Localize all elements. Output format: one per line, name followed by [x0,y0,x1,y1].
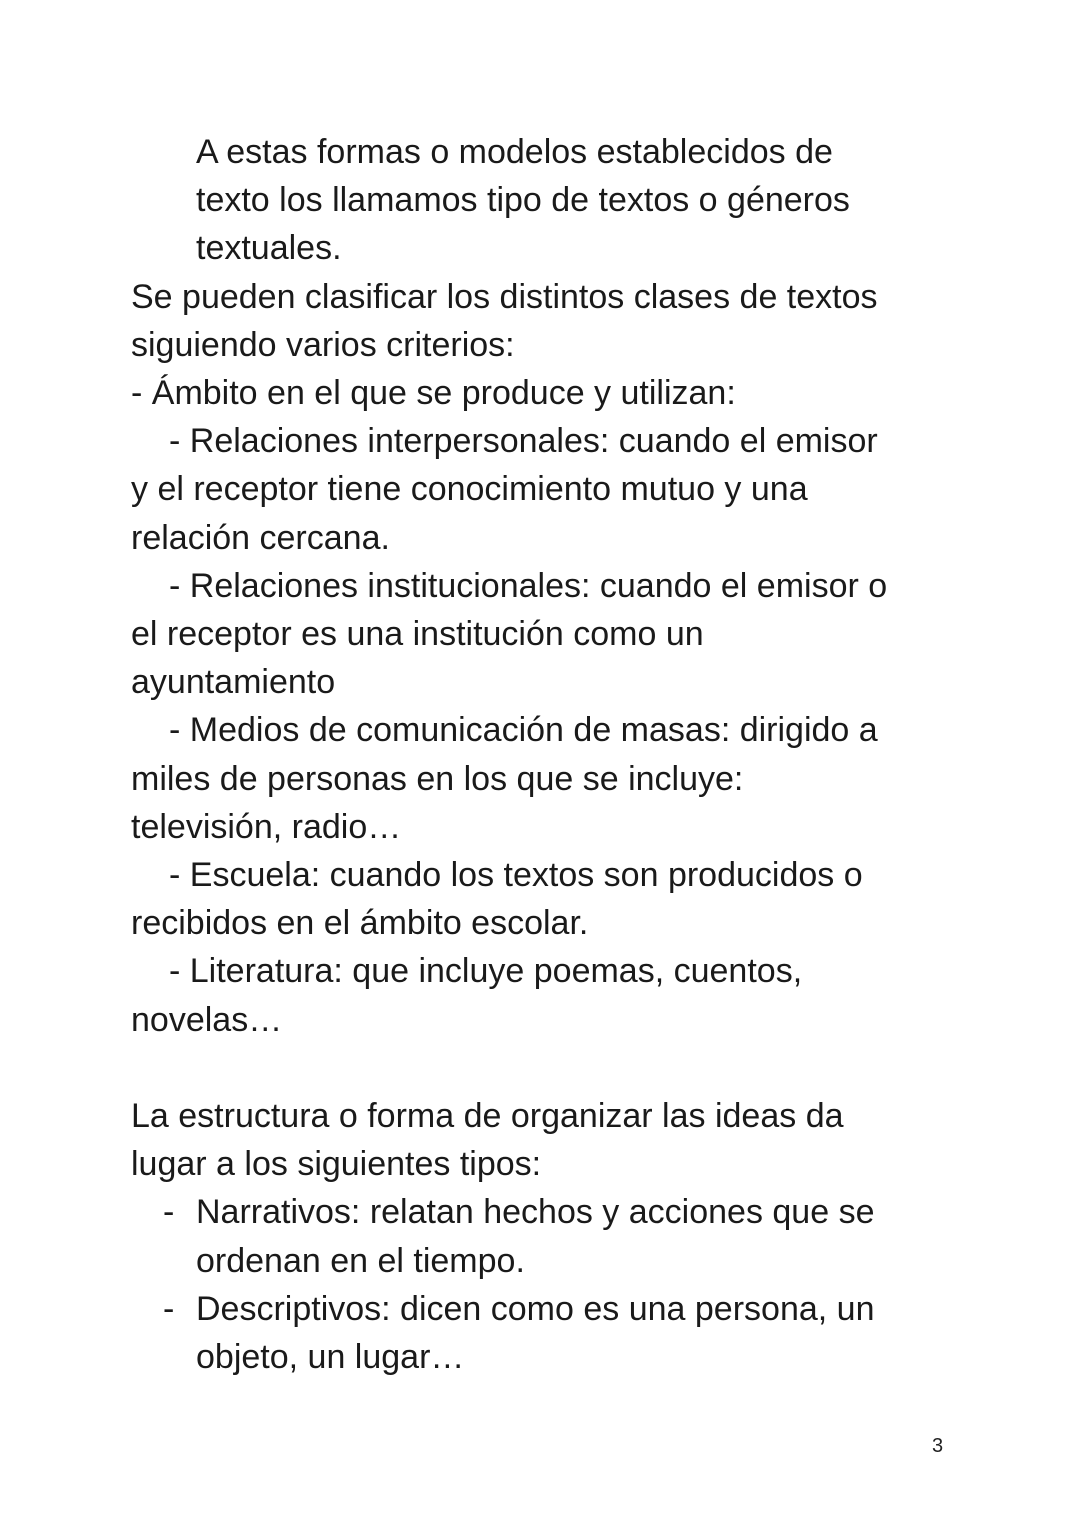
paragraph-spacer [131,1044,961,1092]
criterion-item-line: televisión, radio… [131,807,402,846]
bullet-dash: - [163,1289,175,1328]
criterion-item-line: el receptor es una institución como un [131,615,704,654]
criterion-item-line: y el receptor tiene conocimiento mutuo y una [131,470,808,509]
criterion-item [131,851,961,947]
intro-line: texto los llamamos tipo de textos o géneros [196,181,850,220]
criterion-item [131,417,961,562]
criterion-item-first-line: - Literatura: que incluye poemas, cuentos, [169,952,803,991]
intro-line: textuales. [196,229,342,268]
criterion-item [131,562,961,707]
criterion-item-first-line: - Relaciones interpersonales: cuando el emisor [169,422,878,461]
classify-line: Se pueden clasificar los distintos clases de textos [131,277,878,316]
page-number: 3 [932,1435,944,1457]
criterion-item-line: recibidos en el ámbito escolar. [131,904,589,943]
document-body [131,128,961,1381]
bullet-dash: - [163,1193,175,1232]
criterion-item-line: ayuntamiento [131,663,336,702]
criterion-item [131,706,961,851]
structure-line: La estructura o forma de organizar las ideas da [131,1097,844,1136]
intro-paragraph [131,128,961,273]
criterion-item-line: miles de personas en los que se incluye: [131,759,744,798]
criterion-item-first-line: - Medios de comunicación de masas: dirigido a [169,711,878,750]
criterion-item-line: relación cercana. [131,518,390,557]
classify-paragraph [131,273,961,369]
criterion-item-line: novelas… [131,1000,283,1039]
bullet-line: Narrativos: relatan hechos y acciones que se [196,1193,875,1232]
criterion-item-first-line: - Relaciones institucionales: cuando el emisor o [169,566,888,605]
criterion-item [131,947,961,1043]
structure-line: lugar a los siguientes tipos: [131,1145,542,1184]
criterion-item-first-line: - Escuela: cuando los textos son producidos o [169,856,863,895]
type-bullet-item [131,1188,961,1284]
classify-line: siguiendo varios criterios: [131,325,515,364]
criterion-heading: - Ámbito en el que se produce y utilizan: [131,374,736,413]
bullet-line: ordenan en el tiempo. [196,1241,525,1280]
structure-paragraph [131,1092,961,1188]
types-list [131,1188,961,1381]
type-bullet-item [131,1285,961,1381]
intro-line: A estas formas o modelos establecidos de [196,133,833,171]
bullet-line: Descriptivos: dicen como es una persona, un [196,1289,875,1328]
criterion-list [131,417,961,1044]
bullet-line: objeto, un lugar… [196,1338,465,1377]
